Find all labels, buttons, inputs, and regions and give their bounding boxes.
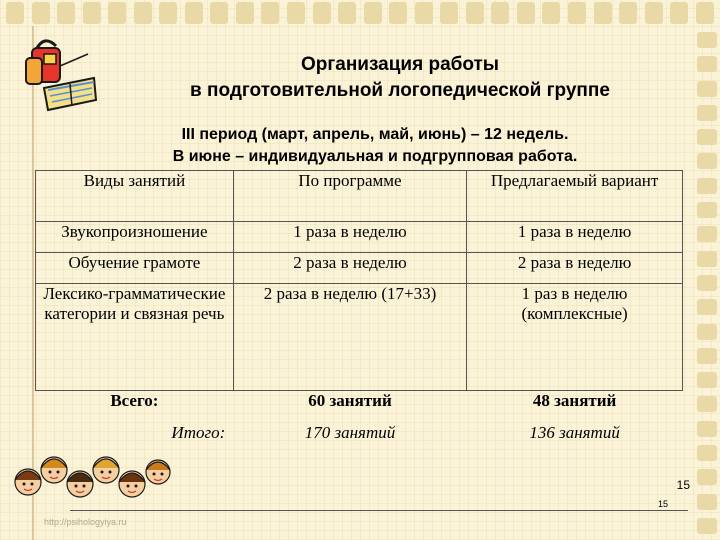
page-number-small: 15 [657, 499, 668, 509]
right-decorative-border [694, 26, 720, 540]
table-cell: Лексико-грамматические категории и связная речь [36, 284, 234, 391]
slide-title [120, 52, 680, 104]
table-cell: Обучение грамоте [36, 253, 234, 284]
table-cell: 1 раз в неделю (комплексные) [467, 284, 683, 391]
result-proposed: 136 занятий [529, 423, 620, 442]
top-decorative-border [0, 0, 720, 26]
title-line-1: Организация работы [300, 54, 500, 75]
schoolbag-book-icon [8, 24, 98, 114]
page-number: 15 [676, 478, 690, 492]
result-label: Итого: [171, 423, 226, 442]
total-row [36, 391, 683, 424]
total-label: Всего: [110, 391, 159, 410]
table-cell: 2 раза в неделю [233, 253, 466, 284]
header-cell: Виды занятий [36, 171, 234, 222]
table-row [36, 253, 683, 284]
result-program: 170 занятий [304, 423, 396, 442]
slide-subtitle [80, 124, 670, 168]
title-line-2: в подготовительной логопедической группе [190, 80, 610, 101]
source-url: http://psihologyiya.ru [44, 517, 127, 527]
subtitle-line-1: III период (март, апрель, май, июнь) – 12 недель. [181, 126, 569, 143]
subtitle-line-2: В июне – индивидуальная и подгрупповая работа. [172, 148, 578, 165]
table-cell: Звукопроизношение [36, 222, 234, 253]
total-program: 60 занятий [308, 391, 392, 410]
table-cell: 1 раза в неделю [233, 222, 466, 253]
total-proposed: 48 занятий [532, 391, 617, 410]
header-cell: Предлагаемый вариант [467, 171, 683, 222]
table-cell: 2 раза в неделю [467, 253, 683, 284]
table-row [36, 222, 683, 253]
table-cell: 2 раза в неделю (17+33) [233, 284, 466, 391]
header-cell: По программе [233, 171, 466, 222]
table-cell: 1 раза в неделю [467, 222, 683, 253]
table-row [36, 284, 683, 391]
footer-divider [70, 510, 688, 511]
lesson-plan-table [35, 170, 683, 453]
children-faces-icon [8, 436, 178, 516]
table-header-row [36, 171, 683, 222]
